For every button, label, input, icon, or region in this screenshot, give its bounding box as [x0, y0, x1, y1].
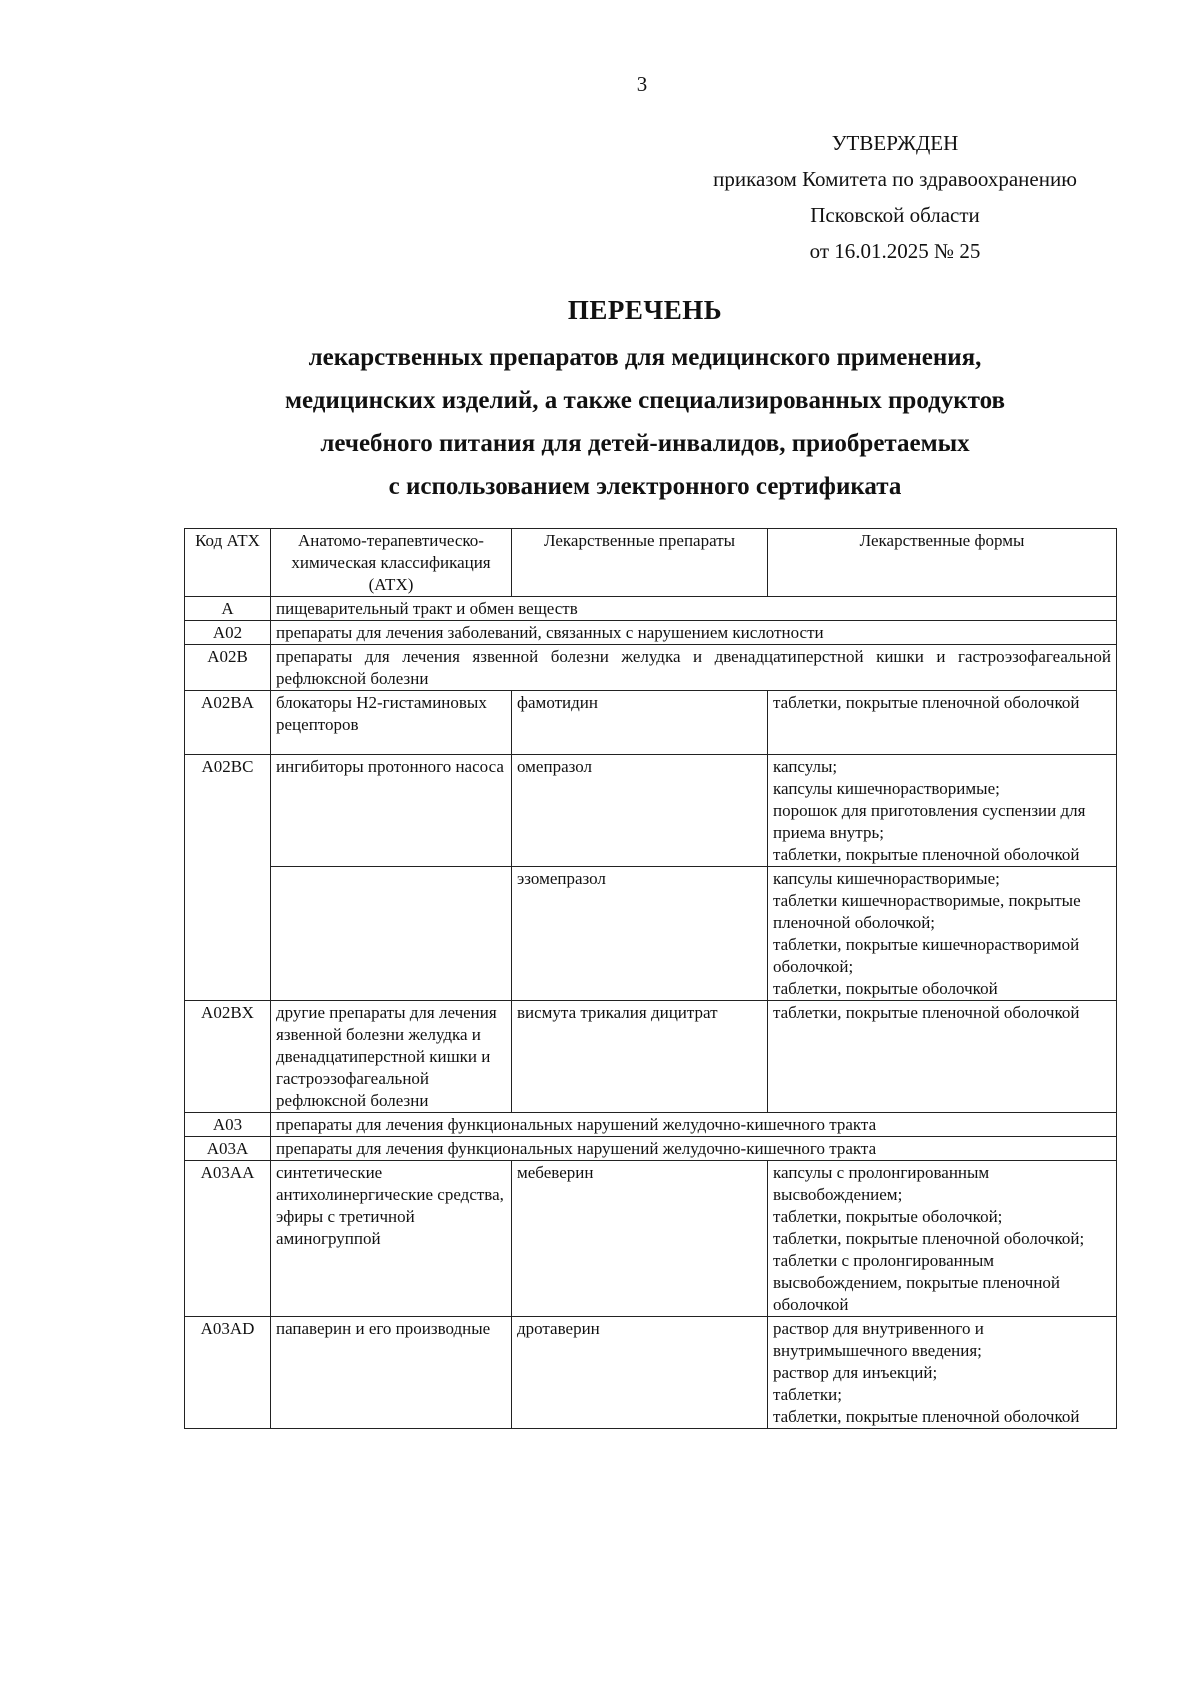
document-subtitle [150, 336, 1140, 508]
atx-code: A03AA [185, 1161, 271, 1317]
table-row [185, 1001, 1117, 1113]
drug-name: мебеверин [512, 1161, 768, 1317]
atx-classification: ингибиторы протонного насоса [271, 755, 512, 867]
subtitle-line: лекарственных препаратов для медицинского применения, [308, 344, 982, 371]
table-row [185, 1161, 1117, 1317]
header-drugs: Лекарственные препараты [512, 529, 768, 597]
title-block [150, 292, 1140, 508]
group-description: препараты для лечения функциональных нарушений желудочно-кишечного тракта [271, 1137, 1117, 1161]
dosage-form: таблетки, покрытые пленочной оболочкой [773, 693, 1080, 712]
header-classification: Анатомо-терапевтическо-химическая классификация (АТХ) [271, 529, 512, 597]
approval-line: приказом Комитета по здравоохранению [713, 167, 1077, 191]
table-row [185, 1113, 1117, 1137]
dosage-forms [768, 755, 1117, 867]
dosage-forms [768, 1161, 1117, 1317]
dosage-form: капсулы с пролонгированным высвобождением; [773, 1163, 990, 1204]
dosage-forms [768, 691, 1117, 755]
dosage-form: таблетки, покрытые пленочной оболочкой; [773, 1229, 1085, 1248]
atx-code: A02 [185, 621, 271, 645]
approval-line: УТВЕРЖДЕН [831, 131, 959, 155]
subtitle-line: лечебного питания для детей-инвалидов, приобретаемых [320, 430, 970, 457]
group-description: препараты для лечения язвенной болезни желудка и двенадцатиперстной кишки и гастроэзофагеальной рефлюксной болезни [271, 645, 1117, 691]
atx-classification [271, 867, 512, 1001]
table-row [185, 1317, 1117, 1429]
drug-name: фамотидин [512, 691, 768, 755]
dosage-form: таблетки с пролонгированным высвобождением, покрытые пленочной оболочкой [773, 1251, 1061, 1314]
page-number: 3 [636, 72, 648, 96]
drug-name: эзомепразол [512, 867, 768, 1001]
dosage-form: таблетки, покрытые пленочной оболочкой [773, 845, 1080, 864]
table-row [185, 645, 1117, 691]
table-row [185, 597, 1117, 621]
dosage-form: таблетки, покрытые пленочной оболочкой [773, 1407, 1080, 1426]
drug-name: омепразол [512, 755, 768, 867]
drug-name: висмута трикалия дицитрат [512, 1001, 768, 1113]
table-header-row [185, 529, 1117, 597]
dosage-form: порошок для приготовления суспензии для приема внутрь; [773, 801, 1086, 842]
dosage-form: таблетки, покрытые оболочкой; [773, 1207, 1003, 1226]
dosage-forms [768, 1317, 1117, 1429]
atx-table-container [184, 528, 1116, 1429]
atx-code: A03 [185, 1113, 271, 1137]
atx-code: A [185, 597, 271, 621]
table-row [185, 621, 1117, 645]
dosage-form: таблетки, покрытые оболочкой [773, 979, 998, 998]
subtitle-line: с использованием электронного сертификата [388, 473, 902, 500]
atx-code: A02BC [185, 755, 271, 1001]
table-row [185, 867, 1117, 1001]
dosage-form: таблетки; [773, 1385, 842, 1404]
dosage-form: таблетки кишечнорастворимые, покрытые пленочной оболочкой; [773, 891, 1081, 932]
approval-line: от 16.01.2025 № 25 [809, 239, 981, 263]
atx-code: A02BA [185, 691, 271, 755]
atx-classification: папаверин и его производные [271, 1317, 512, 1429]
dosage-forms [768, 867, 1117, 1001]
atx-code: A03AD [185, 1317, 271, 1429]
atx-code: A03A [185, 1137, 271, 1161]
subtitle-line: медицинских изделий, а также специализированных продуктов [284, 387, 1005, 414]
atx-table [184, 528, 1117, 1429]
dosage-form: раствор для инъекций; [773, 1363, 938, 1382]
table-row [185, 691, 1117, 755]
group-description: препараты для лечения заболеваний, связанных с нарушением кислотности [271, 621, 1117, 645]
document-title: ПЕРЕЧЕНЬ [567, 295, 723, 325]
atx-classification: блокаторы Н2-гистаминовых рецепторов [271, 691, 512, 755]
dosage-form: таблетки, покрытые пленочной оболочкой [773, 1003, 1080, 1022]
dosage-form: капсулы кишечнорастворимые; [773, 869, 1000, 888]
dosage-form: капсулы кишечнорастворимые; [773, 779, 1000, 798]
header-forms: Лекарственные формы [768, 529, 1117, 597]
group-description: препараты для лечения функциональных нарушений желудочно-кишечного тракта [271, 1113, 1117, 1137]
dosage-forms [768, 1001, 1117, 1113]
atx-classification: синтетические антихолинергические средства, эфиры с третичной аминогруппой [271, 1161, 512, 1317]
dosage-form: таблетки, покрытые кишечнорастворимой оболочкой; [773, 935, 1080, 976]
atx-classification: другие препараты для лечения язвенной болезни желудка и двенадцатиперстной кишки и гастроэзофагеальной рефлюксной болезни [271, 1001, 512, 1113]
atx-code: A02B [185, 645, 271, 691]
drug-name: дротаверин [512, 1317, 768, 1429]
atx-code: A02BX [185, 1001, 271, 1113]
table-row [185, 1137, 1117, 1161]
header-code: Код АТХ [185, 529, 271, 597]
approval-line: Псковской области [810, 203, 980, 227]
group-description: пищеварительный тракт и обмен веществ [271, 597, 1117, 621]
dosage-form: раствор для внутривенного и внутримышечного введения; [773, 1319, 984, 1360]
table-row [185, 755, 1117, 867]
dosage-form: капсулы; [773, 757, 838, 776]
approval-stamp [670, 125, 1120, 269]
